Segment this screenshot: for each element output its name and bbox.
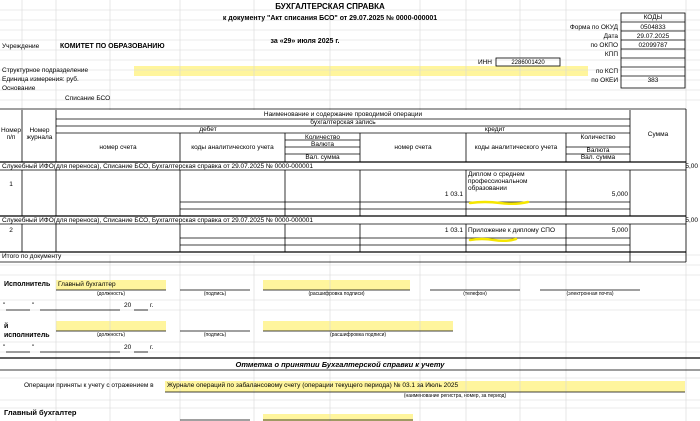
executor-label: Исполнитель xyxy=(4,281,51,288)
phone-caption: (телефон) xyxy=(463,291,487,297)
okpo-label: по ОКПО xyxy=(590,42,618,49)
executor2-label: исполнитель xyxy=(4,332,50,339)
form-label: Форма по ОКУД xyxy=(569,24,618,31)
inn-value: 2286001420 xyxy=(511,60,545,66)
unit-label: Единица измерения: руб. xyxy=(2,76,79,83)
executor-decoding-highlight xyxy=(263,280,410,290)
num-pp-header: Номер п/п xyxy=(0,127,21,141)
table-row-sum: 5,00 xyxy=(685,217,698,224)
table-row-credit-account: 1 03.1 xyxy=(444,227,463,234)
date-year: 20 xyxy=(124,302,132,309)
debit-currency-sum-header: Вал. сумма xyxy=(305,154,340,161)
document-date: за «29» июля 2025 г. xyxy=(270,38,340,45)
credit-qty-header: Количество xyxy=(580,134,616,141)
acceptance-line-label: Операции приняты к учету с отражением в xyxy=(24,382,154,389)
institution-label: Учреждение xyxy=(2,43,40,50)
executor2-prefix: й xyxy=(4,323,9,330)
operation-title: Наименование и содержание проводимой операции xyxy=(263,111,423,118)
entry-title: бухгалтерская запись xyxy=(310,119,376,126)
debit-analytic-header: коды аналитического учета xyxy=(191,144,274,151)
credit-currency-header: Валюта xyxy=(586,147,610,154)
table-row-num: 2 xyxy=(9,227,13,234)
credit-header: кредит xyxy=(484,126,506,133)
debit-header: дебет xyxy=(199,126,217,133)
decoding-caption: (расшифровка подписи) xyxy=(308,291,365,297)
date-year-suffix: г. xyxy=(150,344,154,351)
table-row-credit-account: 1 03.1 xyxy=(444,191,463,198)
codes-header: КОДЫ xyxy=(643,14,663,21)
form-code: 0504833 xyxy=(640,24,666,31)
credit-currency-sum-header: Вал. сумма xyxy=(580,154,616,161)
credit-analytic-header: коды аналитического учета xyxy=(474,144,558,151)
position-caption: (должность) xyxy=(96,332,126,338)
executor2-position-highlight xyxy=(56,321,166,331)
executor2-decoding-highlight xyxy=(263,321,453,331)
signature-caption: (подпись) xyxy=(203,291,227,297)
basis-value: Списание БСО xyxy=(65,95,111,102)
total-label: Итого по документу xyxy=(2,253,62,260)
table-row-service: Служебный ИФО(для переноса), Списание БСО, Бухгалтерская справка от 29.07.2025 № 0000-000001 xyxy=(2,217,313,224)
date-quote-open: " xyxy=(3,302,6,309)
credit-account-header: номер счета xyxy=(394,144,432,151)
division-label: Структурное подразделение xyxy=(2,67,89,74)
acceptance-caption: (наименование регистра, номер, за период) xyxy=(403,393,507,399)
document-subtitle: к документу "Акт списания БСО" от 29.07.2025 № 0000-000001 xyxy=(222,15,438,22)
okei-value: 383 xyxy=(647,77,659,84)
table-row-service: Служебный ИФО(для переноса), Списание БСО, Бухгалтерская справка от 29.07.2025 № 0000-000001 xyxy=(2,163,313,170)
table-row-credit-analytic: Приложение к диплому СПО xyxy=(468,227,556,234)
date-year: 20 xyxy=(124,344,132,351)
num-journal-header: Номер журнала xyxy=(26,127,53,141)
date-quote-close: " xyxy=(32,344,35,351)
division-highlight xyxy=(134,66,588,76)
date-quote-open: " xyxy=(3,344,6,351)
document-title: БУХГАЛТЕРСКАЯ СПРАВКА xyxy=(275,2,385,11)
okpo-value: 02099787 xyxy=(638,42,668,49)
date-quote-close: " xyxy=(32,302,35,309)
acceptance-title: Отметка о принятии Бухгалтерской справки к учету xyxy=(235,360,445,369)
table-row-sum: 5,00 xyxy=(685,163,698,170)
chief-decoding-highlight xyxy=(263,414,413,421)
table-row-credit-qty: 5,000 xyxy=(611,191,628,198)
chief-accountant-label: Главный бухгалтер xyxy=(4,408,77,417)
email-caption: (электронная почта) xyxy=(566,291,614,297)
signature-caption: (подпись) xyxy=(203,332,227,338)
decoding-caption: (расшифровка подписи) xyxy=(329,332,387,338)
sum-header: Сумма xyxy=(647,131,669,138)
date-value: 29.07.2025 xyxy=(636,33,670,40)
debit-account-header: номер счета xyxy=(99,144,137,151)
ksp-label: по КСП xyxy=(595,68,618,75)
debit-currency-header: Валюта xyxy=(311,141,334,148)
position-caption: (должность) xyxy=(96,291,126,297)
table-row-credit-qty: 5,000 xyxy=(611,227,628,234)
debit-qty-header: Количество xyxy=(305,134,340,141)
institution-value: КОМИТЕТ ПО ОБРАЗОВАНИЮ xyxy=(60,43,165,50)
table-row-credit-analytic: Диплом о среднем профессиональном образовании xyxy=(468,171,528,192)
okei-label: по ОКЕИ xyxy=(591,77,618,84)
kpp-label: КПП xyxy=(604,51,618,58)
date-label: Дата xyxy=(603,33,618,40)
acceptance-line-value: Журнале операций по забалансовому счету (операции текущего периода) № 03.1 за Июль 2025 xyxy=(167,382,459,389)
table-row-num: 1 xyxy=(9,181,13,188)
inn-label: ИНН xyxy=(477,59,492,66)
executor-position: Главный бухгалтер xyxy=(58,281,116,288)
basis-label: Основание xyxy=(2,85,36,92)
date-year-suffix: г. xyxy=(150,302,154,309)
